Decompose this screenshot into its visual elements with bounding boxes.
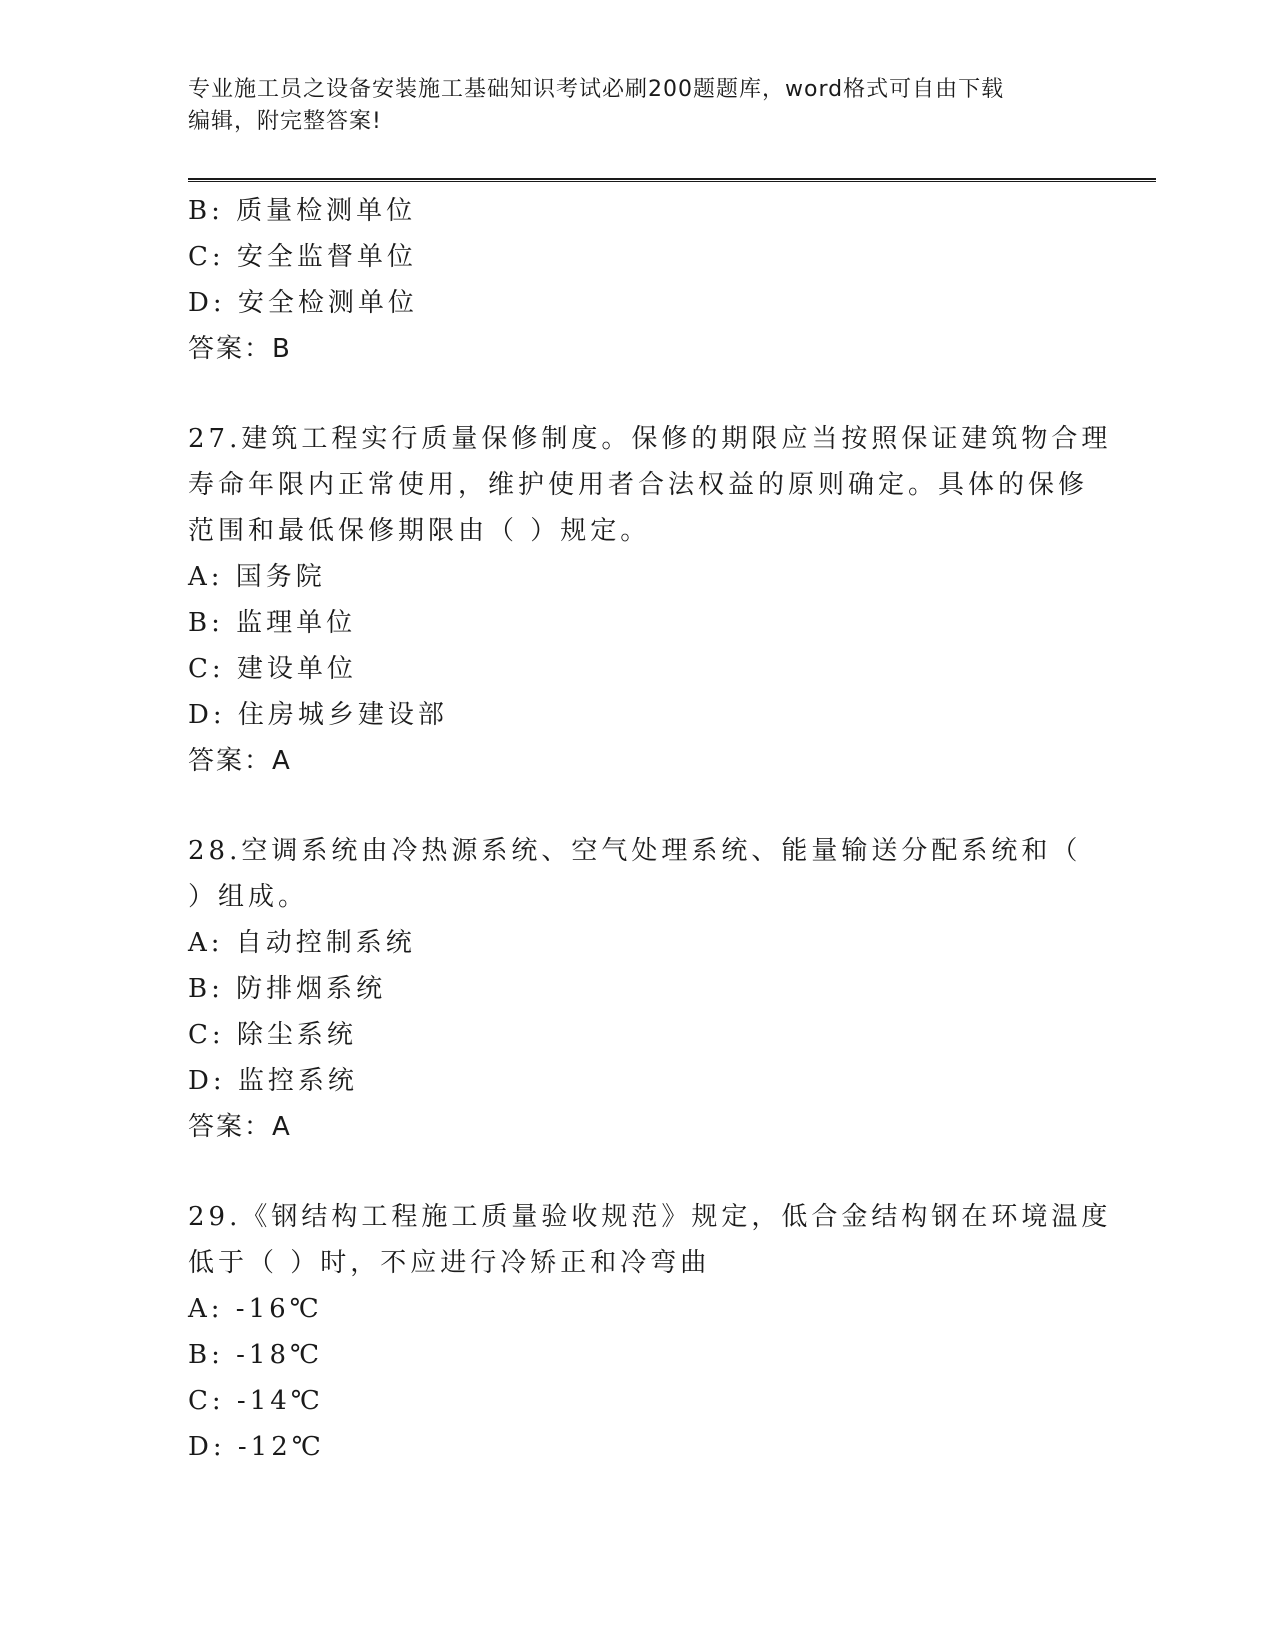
question-content	[188, 188, 1112, 1470]
option-c: C: 除尘系统	[188, 1020, 357, 1050]
option-a: A: -16℃	[188, 1294, 323, 1324]
option-d: D: 安全检测单位	[188, 288, 418, 318]
option-b: B: -18℃	[188, 1340, 324, 1370]
option-c: C: -14℃	[188, 1386, 324, 1416]
header-divider	[188, 178, 1156, 182]
question-stem-line: 27.建筑工程实行质量保修制度。保修的期限应当按照保证建筑物合理	[188, 424, 1112, 454]
option-d: D: -12℃	[188, 1432, 325, 1462]
option-a: A: 国务院	[188, 562, 326, 592]
option-a: A: 自动控制系统	[188, 928, 416, 958]
question-stem-line: 低于（ ）时，不应进行冷矫正和冷弯曲	[188, 1248, 711, 1278]
question-27	[188, 416, 1112, 784]
option-d: D: 监控系统	[188, 1066, 358, 1096]
question-29	[188, 1194, 1112, 1470]
option-c: C: 安全监督单位	[188, 242, 417, 272]
answer-line: 答案：B	[188, 334, 292, 364]
answer-line: 答案：A	[188, 1112, 292, 1142]
question-stem-line: 寿命年限内正常使用，维护使用者合法权益的原则确定。具体的保修	[188, 470, 1089, 500]
page-header	[188, 74, 1088, 138]
option-b: B: 监理单位	[188, 608, 357, 638]
question-stem-line: 28.空调系统由冷热源系统、空气处理系统、能量输送分配系统和（	[188, 836, 1082, 866]
option-b: B: 质量检测单位	[188, 196, 417, 226]
question-stem-line: ）组成。	[188, 882, 309, 912]
question-26-tail	[188, 188, 1088, 372]
header-title-line-2: 编辑，附完整答案!	[188, 109, 382, 134]
option-c: C: 建设单位	[188, 654, 357, 684]
spacer	[188, 1150, 1088, 1194]
question-28	[188, 828, 1088, 1150]
header-title-line-1: 专业施工员之设备安装施工基础知识考试必刷200题题库，word格式可自由下载	[188, 77, 1005, 102]
spacer	[188, 784, 1088, 828]
spacer	[188, 372, 1088, 416]
question-stem-line: 29.《钢结构工程施工质量验收规范》规定，低合金结构钢在环境温度	[188, 1202, 1112, 1232]
answer-line: 答案：A	[188, 746, 292, 776]
question-stem-line: 范围和最低保修期限由（ ）规定。	[188, 516, 651, 546]
option-b: B: 防排烟系统	[188, 974, 387, 1004]
option-d: D: 住房城乡建设部	[188, 700, 448, 730]
